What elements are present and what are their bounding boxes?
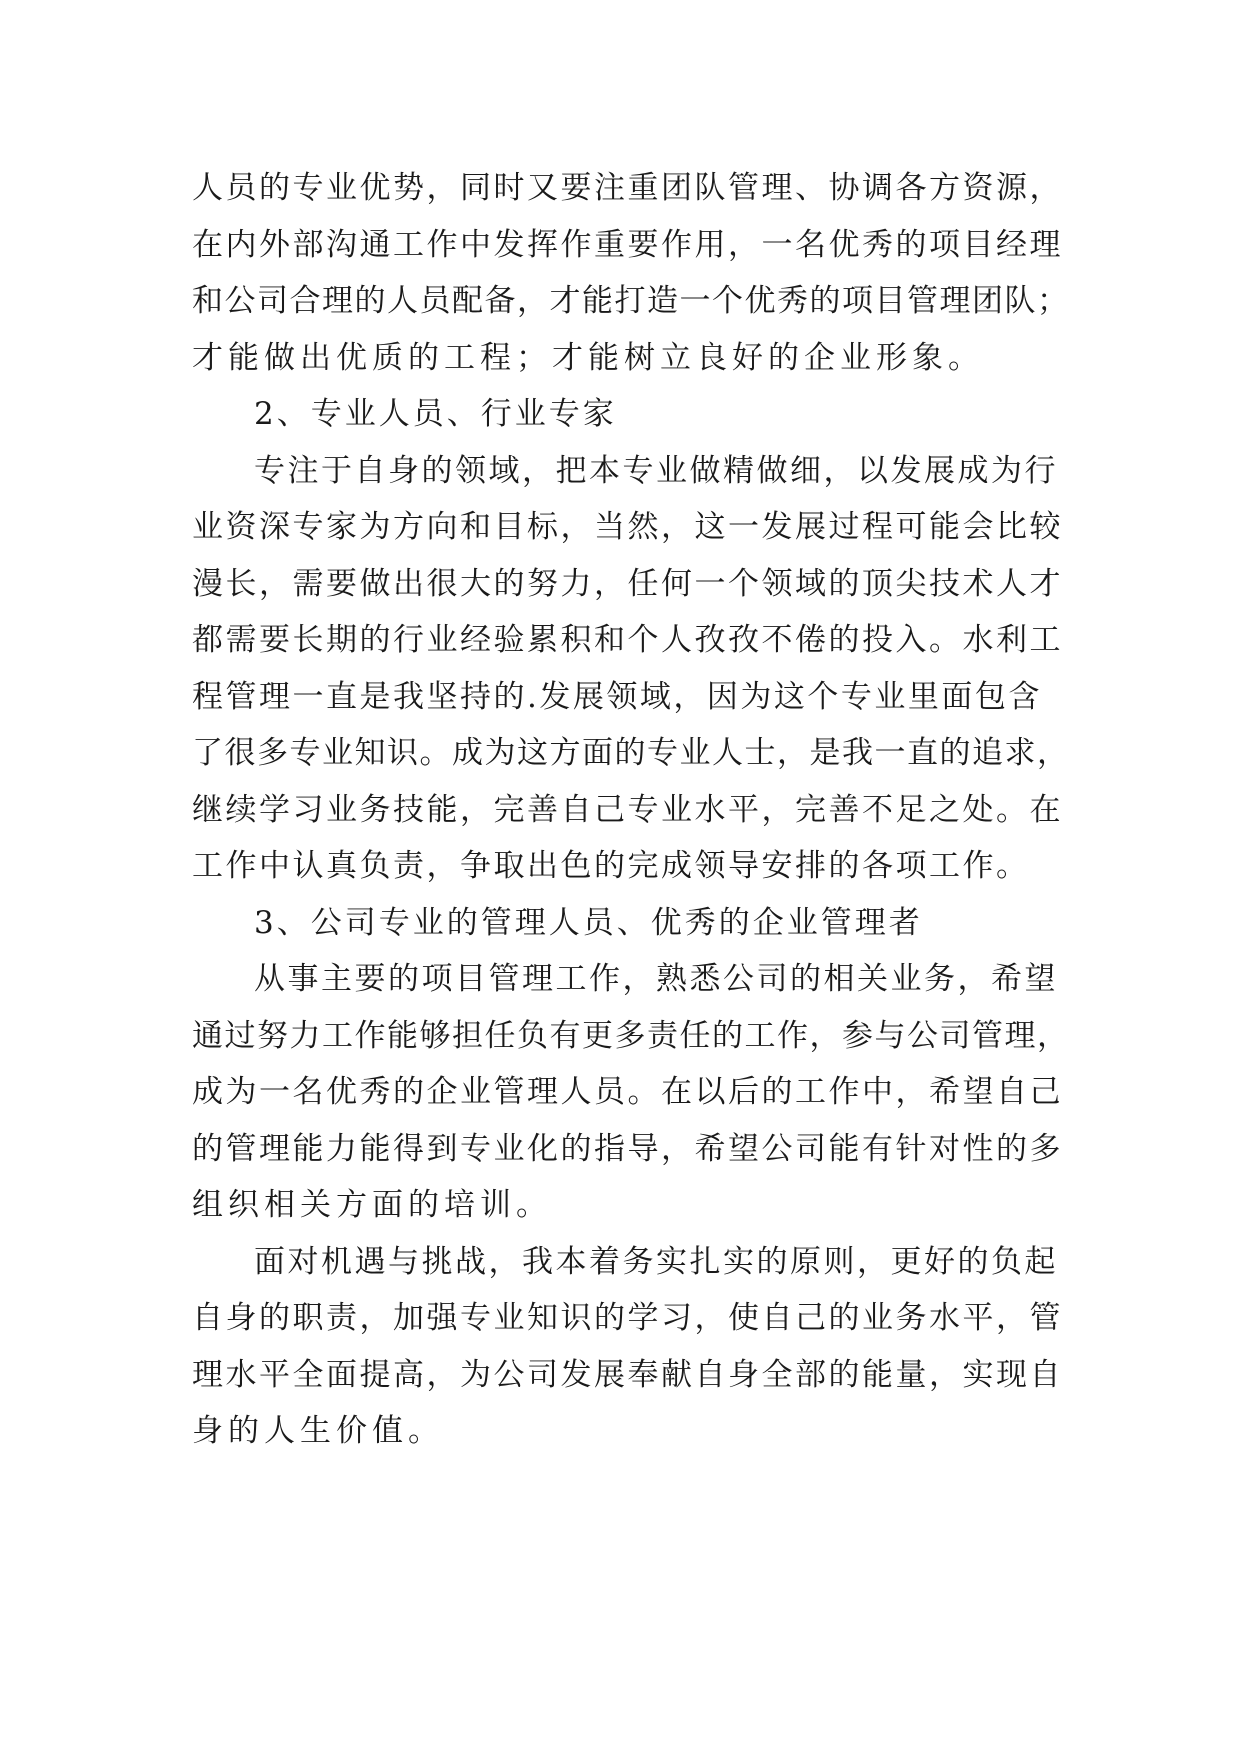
text-line: 的管理能力能得到专业化的指导，希望公司能有针对性的多: [192, 1130, 1063, 1167]
text-line: 了很多专业知识。成为这方面的专业人士，是我一直的追求，: [192, 735, 1070, 771]
text-line: 都需要长期的行业经验累积和个人孜孜不倦的投入。水利工: [192, 622, 1063, 658]
text-line: 面对机遇与挑战，我本着务实扎实的原则，更好的负起: [254, 1243, 1058, 1280]
text-line: 组织相关方面的培训。: [192, 1187, 552, 1223]
section-heading: 2、专业人员、行业专家: [254, 396, 617, 432]
text-line: 漫长，需要做出很大的努力，任何一个领域的顶尖技术人才: [192, 565, 1063, 602]
text-line: 继续学习业务技能，完善自己专业水平，完善不足之处。在: [192, 791, 1063, 828]
text-line: 程管理一直是我坚持的.发展领域，因为这个专业里面包含: [192, 678, 1042, 715]
section-heading: 3、公司专业的管理人员、优秀的企业管理者: [254, 904, 923, 941]
text-line: 身的人生价值。: [192, 1413, 444, 1449]
text-line: 理水平全面提高，为公司发展奉献自身全部的能量，实现自: [192, 1356, 1063, 1393]
text-line: 从事主要的项目管理工作，熟悉公司的相关业务，希望: [254, 961, 1058, 997]
text-line: 和公司合理的人员配备，才能打造一个优秀的项目管理团队；: [192, 283, 1070, 319]
text-line: 工作中认真负责，争取出色的完成领导安排的各项工作。: [192, 848, 1030, 884]
text-line: 成为一名优秀的企业管理人员。在以后的工作中，希望自己: [192, 1074, 1063, 1110]
text-line: 业资深专家为方向和目标，当然，这一发展过程可能会比较: [192, 509, 1063, 545]
text-line: 自身的职责，加强专业知识的学习，使自己的业务水平，管: [192, 1300, 1063, 1336]
text-line: 专注于自身的领域，把本专业做精做细，以发展成为行: [254, 452, 1058, 489]
document-body: [192, 160, 1072, 1460]
text-line: 通过努力工作能够担任负有更多责任的工作，参与公司管理，: [192, 1017, 1070, 1054]
text-line: 才能做出优质的工程；才能树立良好的企业形象。: [192, 339, 984, 376]
text-line: 人员的专业优势，同时又要注重团队管理、协调各方资源，: [192, 170, 1063, 206]
text-line: 在内外部沟通工作中发挥作重要作用，一名优秀的项目经理: [192, 226, 1063, 263]
